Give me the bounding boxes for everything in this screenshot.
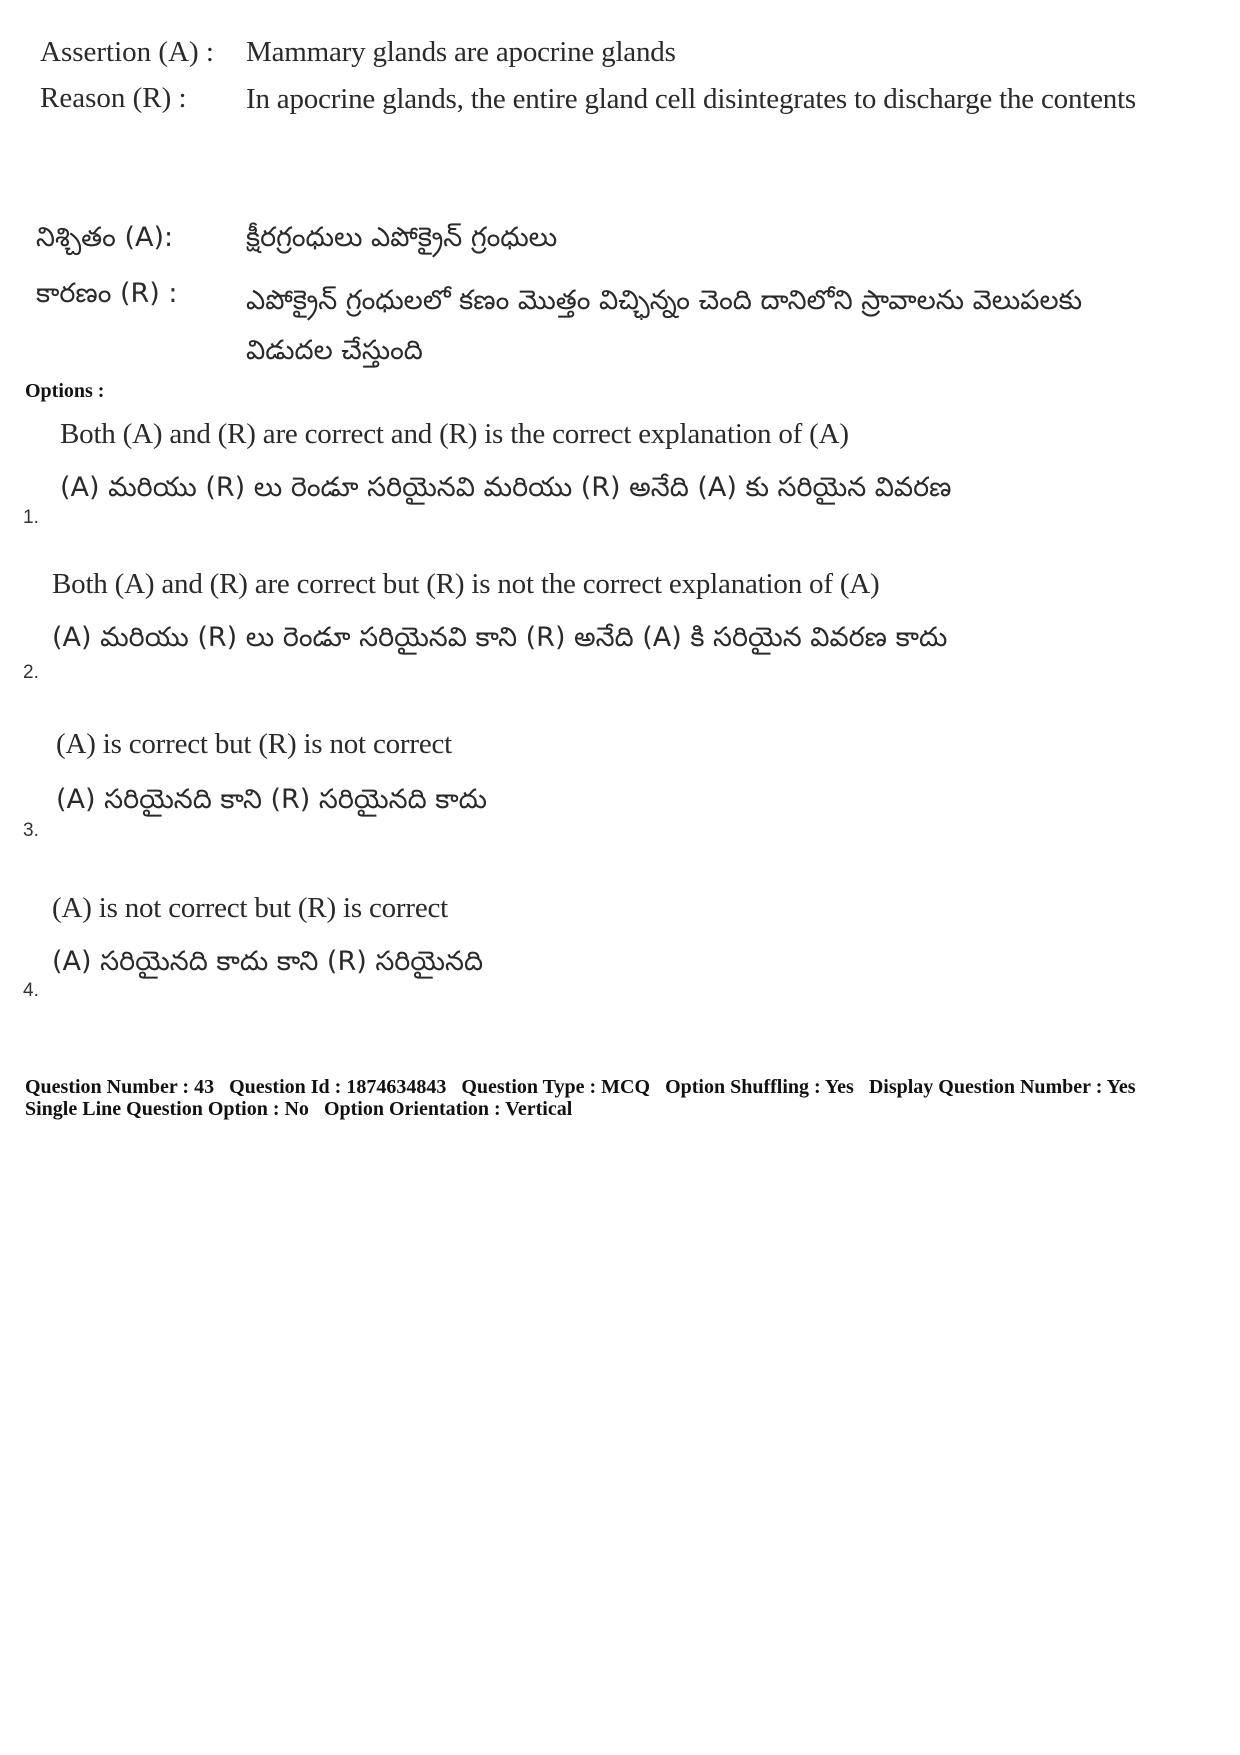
meta-question-number: Question Number : 43	[25, 1076, 215, 1098]
assertion-label-te: నిశ్చితం (A):	[36, 222, 174, 253]
meta-question-type: Question Type : MCQ	[461, 1076, 651, 1098]
reason-text: In apocrine glands, the entire gland cell disintegrates to discharge the contents	[246, 83, 1137, 115]
meta-option-shuffling: Option Shuffling : Yes	[665, 1076, 854, 1098]
options-heading: Options :	[25, 380, 105, 402]
option-3-text-en[interactable]: (A) is correct but (R) is not correct	[56, 728, 453, 760]
option-4-text-en[interactable]: (A) is not correct but (R) is correct	[52, 892, 449, 924]
assertion-text: Mammary glands are apocrine glands	[246, 36, 676, 68]
reason-label: Reason (R) :	[40, 82, 187, 114]
assertion-label: Assertion (A) :	[40, 36, 214, 68]
meta-display-question-number: Display Question Number : Yes	[868, 1076, 1136, 1098]
reason-text-te: ఎపోక్రైన్ గ్రంధులలో కణం మొత్తం విచ్ఛిన్నం చెంది దానిలోని స్రావాలను వెలుపలకు విడుదల చేస్తుంది	[246, 285, 1083, 366]
meta-option-orientation: Option Orientation : Vertical	[323, 1098, 573, 1120]
option-2-text-te[interactable]: (A) మరియు (R) లు రెండూ సరియైనవి కాని (R) అనేది (A) కి సరియైన వివరణ కాదు	[52, 622, 948, 653]
option-3-text-te[interactable]: (A) సరియైనది కాని (R) సరియైనది కాదు	[56, 784, 488, 815]
option-4-text-te[interactable]: (A) సరియైనది కాదు కాని (R) సరియైనది	[52, 946, 484, 977]
option-2-text-en[interactable]: Both (A) and (R) are correct but (R) is not the correct explanation of (A)	[52, 568, 880, 600]
option-2-number: 2.	[23, 662, 39, 683]
meta-question-id: Question Id : 1874634843	[229, 1076, 447, 1098]
question-metadata	[25, 1076, 1215, 1120]
option-3-number: 3.	[23, 820, 39, 841]
option-1-number: 1.	[23, 507, 39, 528]
assertion-text-te: క్షీరగ్రంధులు ఎపోక్రైన్ గ్రంధులు	[246, 222, 558, 253]
meta-single-line-option: Single Line Question Option : No	[25, 1098, 309, 1120]
option-4-number: 4.	[23, 980, 39, 1001]
option-1-text-te[interactable]: (A) మరియు (R) లు రెండూ సరియైనవి మరియు (R) అనేది (A) కు సరియైన వివరణ	[60, 472, 952, 503]
reason-label-te: కారణం (R) :	[36, 278, 178, 309]
option-1-text-en[interactable]: Both (A) and (R) are correct and (R) is the correct explanation of (A)	[60, 418, 849, 450]
